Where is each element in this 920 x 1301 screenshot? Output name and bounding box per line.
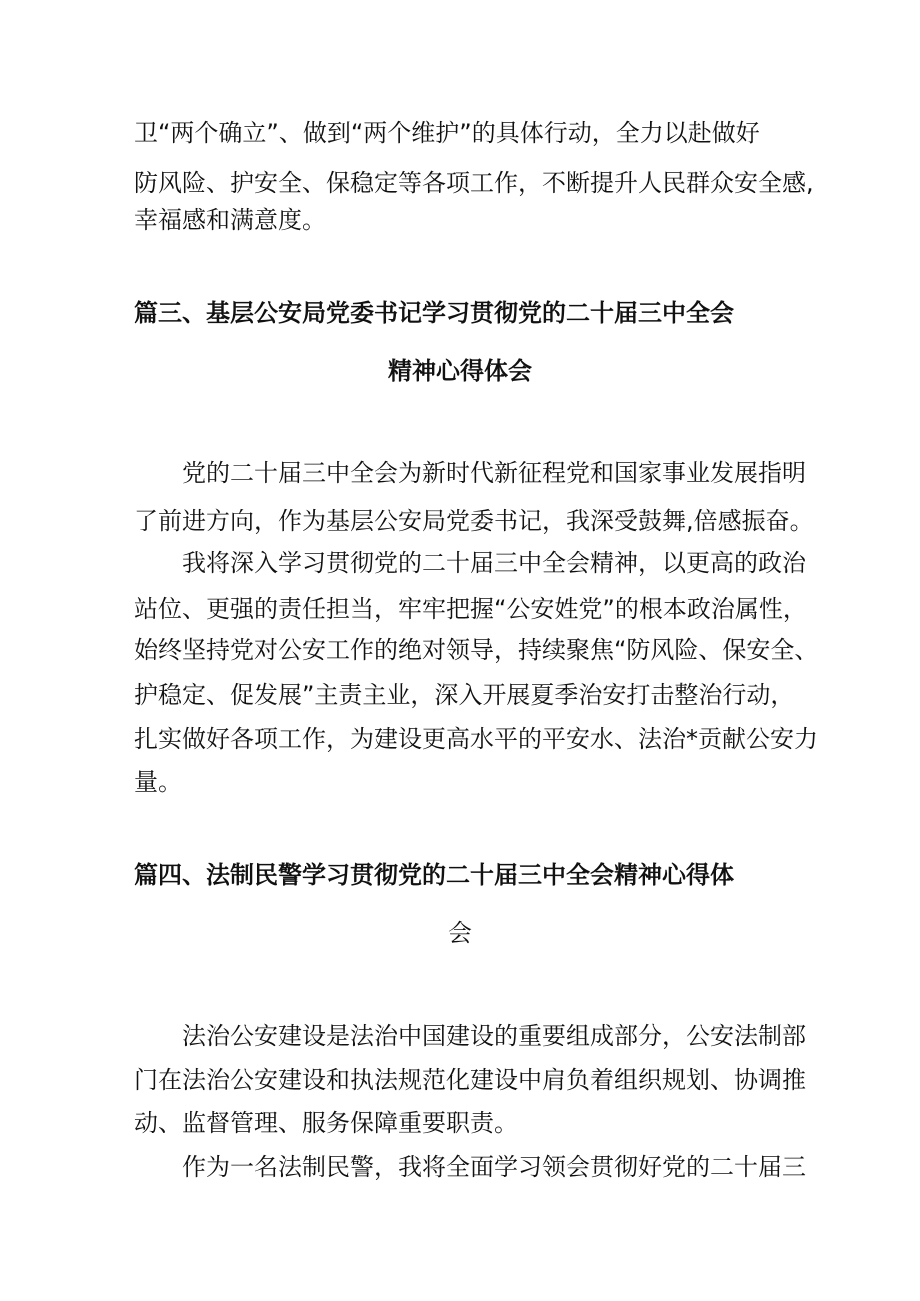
continuation-line-3: 幸福感和满意度。 <box>134 206 326 234</box>
section3-para2-line-4: 护稳定、促发展”主责主业，深入开展夏季治安打击整治行动， <box>134 681 795 709</box>
section4-para2-line-1: 作为一名法制民警，我将全面学习领会贯彻好党的二十届三 <box>182 1153 806 1181</box>
section3-para1-line-1: 党的二十届三中全会为新时代新征程党和国家事业发展指明 <box>182 459 806 487</box>
section4-para1-line-3: 动、监督管理、服务保障重要职责。 <box>134 1109 518 1137</box>
section3-para2-line-6: 量。 <box>134 768 182 796</box>
section3-para2-line-5: 扎实做好各项工作，为建设更高水平的平安水、法治*贡献公安力 <box>134 725 818 753</box>
section4-para1-line-1: 法治公安建设是法治中国建设的重要组成部分，公安法制部 <box>182 1022 806 1050</box>
section3-para2-line-3: 始终坚持党对公安工作的绝对领导，持续聚焦“防风险、保安全、 <box>134 636 819 664</box>
section3-heading-line-2: 精神心得体会 <box>388 357 532 385</box>
continuation-line-2: 防风险、护安全、保稳定等各项工作，不断提升人民群众安全感, <box>134 169 814 197</box>
section3-para2-line-2: 站位、更强的责任担当，牢牢把握“公安姓党”的根本政治属性， <box>134 595 807 623</box>
section3-para1-line-2: 了前进方向，作为基层公安局党委书记，我深受鼓舞,倍感振奋。 <box>134 507 814 535</box>
section4-heading-line-1: 篇四、法制民警学习贯彻党的二十届三中全会精神心得体 <box>134 861 734 889</box>
section3-heading-line-1: 篇三、基层公安局党委书记学习贯彻党的二十届三中全会 <box>134 299 734 327</box>
continuation-line-1: 卫“两个确立”、做到“两个维护”的具体行动，全力以赴做好 <box>134 119 760 147</box>
section4-para1-line-2: 门在法治公安建设和执法规范化建设中肩负着组织规划、协调推 <box>134 1066 806 1094</box>
section4-heading-line-2: 会 <box>448 919 472 947</box>
section3-para2-line-1: 我将深入学习贯彻党的二十届三中全会精神，以更高的政治 <box>182 549 806 577</box>
